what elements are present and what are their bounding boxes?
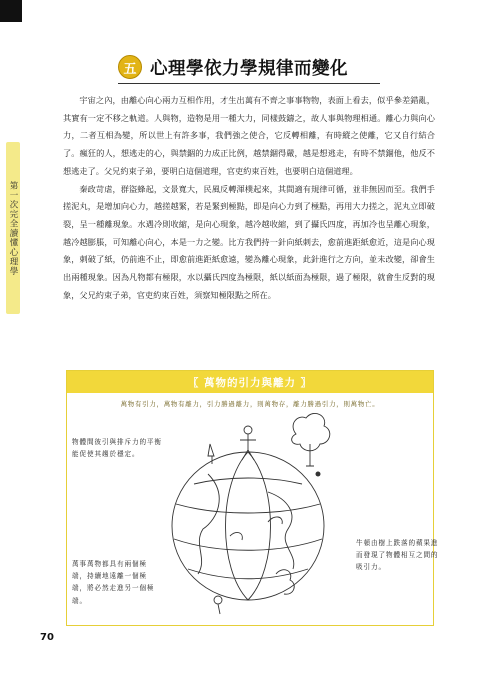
tree bbox=[292, 413, 330, 450]
chapter-title bbox=[118, 50, 380, 84]
section-number-badge: 五 bbox=[118, 55, 142, 79]
caption-top-left: 物體間彼引與排斥力的平衡能促使其趨於穩定。 bbox=[72, 438, 162, 459]
caption-bottom-left: 萬事萬物都具有兩個極端，持續地遠離一個極端，將必然走進另一個極端。 bbox=[72, 560, 155, 605]
side-tab-label: 第一次完全讀懂心理學 bbox=[8, 180, 18, 276]
box-header bbox=[67, 371, 433, 393]
paragraph-2: 秦政苛虐，群盜蜂起，文景寬大，民風反轉渾樸起來，其間適有規律可循，並非無因而至。我們手搓泥丸，是增加向心力，越搓越緊，若是緊到極點，即是向心力到了極點，再用大力搓之，泥丸立即破裂，呈一種離現象。水遇冷則收縮，是向心現象，越冷越收縮，到了攝氏四度，再加冷也呈離心現象，越冷越膨脹，可知離心向心，本是一力之變。比方我們持一針向紙刺去，愈前進距紙愈近，這是向心現象，刺破了紙，仍前進不止，即愈前進距紙愈遠，變為離心現象，此針進行之方向，並未改變，卻會生出兩種現象。因為凡物都有極限，水以攝氏四度為極限，紙以紙面為極限，過了極限，就會生反對的現象，父兄約束子弟，官吏約束百姓，須察知極限點之所在。 bbox=[63, 183, 435, 300]
body-text bbox=[63, 92, 435, 304]
box-summary: 萬物有引力，萬物有離力，引力勝過離力，則萬物存，離力勝過引力，則萬物亡。 bbox=[120, 400, 380, 408]
paragraph-1: 宇宙之內，由離心向心兩力互相作用，才生出萬有不齊之事事物物，表面上看去，似乎參差錯亂，其實有一定不移之軌道。人與物，造物是用一種大力，同樣鼓鑄之，故人事與物理相通。離心力與向心力，二者互相為變，所以世上有許多事，我們強之使合，它反轉相離，有時縱之使離，它又自行結合了。瘋狂的人，想逃走的心，與禁錮的力成正比例，越禁錮得嚴，越是想逃走，有時不禁錮他，他反不想逃走了。父兄約束子弟，要明白這個道理，官吏約束百姓，也要明白這個道理。 bbox=[63, 95, 435, 176]
box-header-title: 〖 萬物的引力與離力 〗 bbox=[187, 376, 313, 389]
side-tab bbox=[6, 142, 20, 314]
globe-illustration bbox=[148, 404, 348, 616]
page-corner-mark bbox=[0, 0, 22, 22]
title-underline bbox=[118, 83, 380, 84]
human-figure-top bbox=[240, 426, 256, 460]
apple bbox=[316, 472, 321, 477]
page-number: 70 bbox=[40, 632, 54, 643]
human-figure-bottom bbox=[214, 596, 222, 614]
title-text: 心理學依力學規律而變化 bbox=[150, 58, 348, 79]
caption-right: 牛頓由樹上跌落的蘋果進而發現了物體相互之間的吸引力。 bbox=[356, 539, 439, 572]
globe-outline bbox=[172, 452, 324, 600]
